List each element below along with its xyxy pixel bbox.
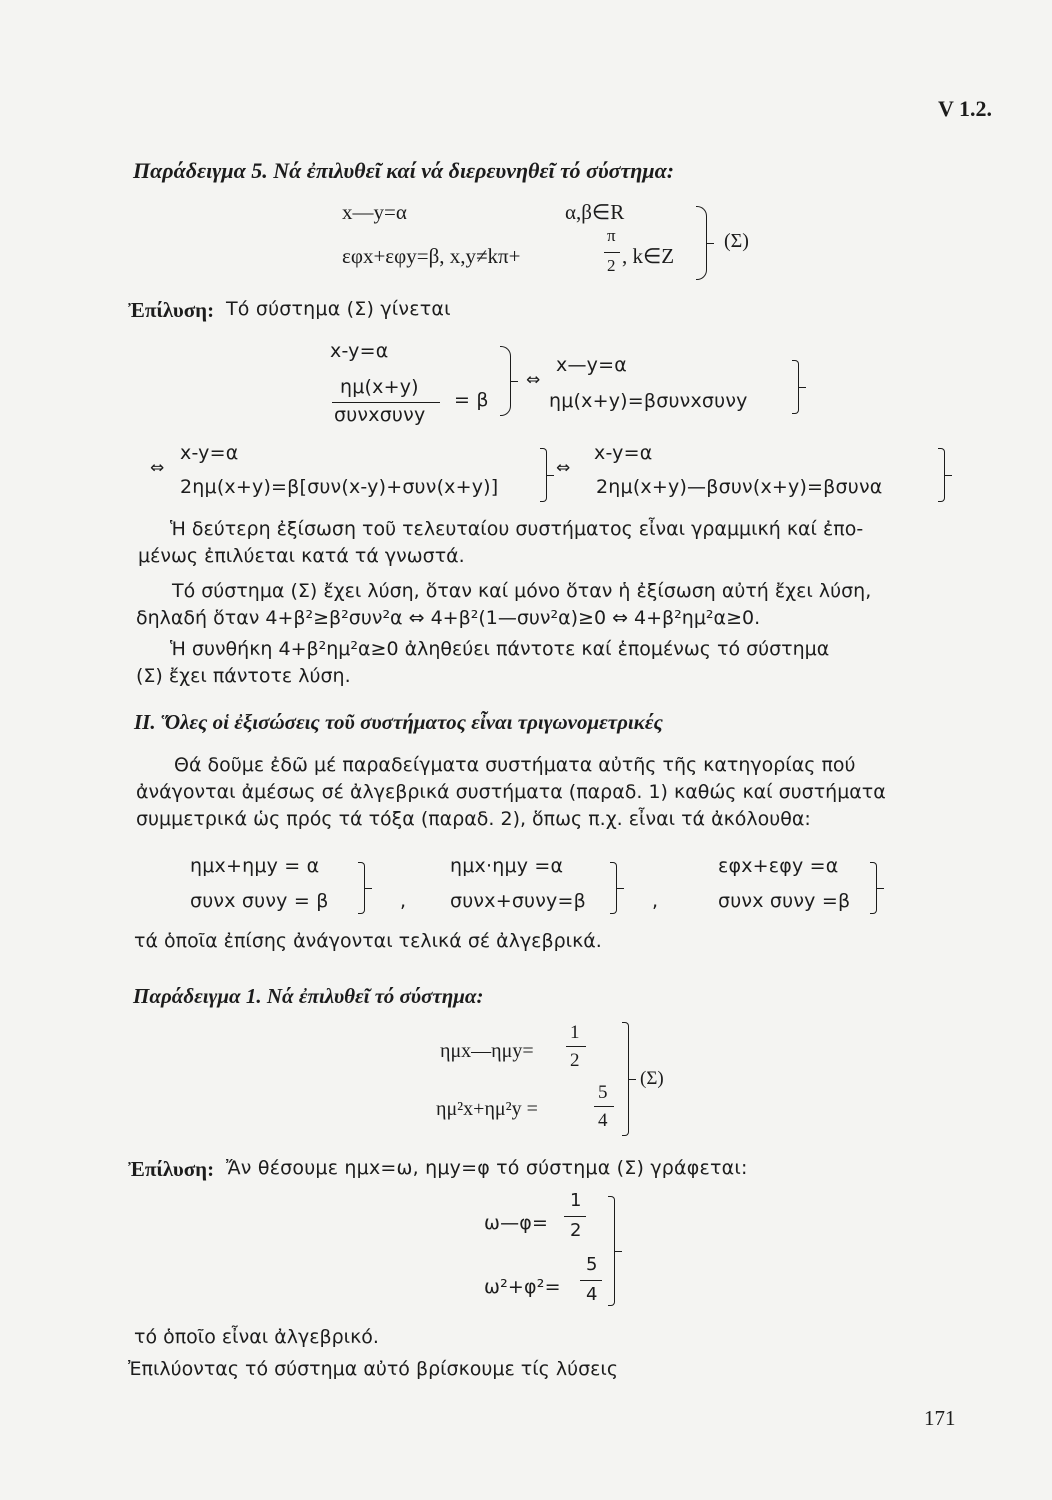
solution-1-intro: Ἄν θέσουμε ημx=ω, ημy=φ τό σύστημα (Σ) γράφεται: [226, 1157, 748, 1179]
text-line: Τό σύστημα (Σ) ἔχει λύση, ὅταν καί μόνο ὅταν ἡ ἐξίσωση αὐτή ἔχει λύση, [172, 580, 872, 602]
solution-1-equation-1: ω—φ= [484, 1212, 549, 1234]
solution-1-label: Ἐπίλυση: [128, 1157, 215, 1181]
equivalence-symbol: ⇔ [526, 370, 541, 390]
example-1-eq2-denominator: 4 [598, 1110, 608, 1131]
paragraph-solving [128, 1356, 618, 1383]
fraction-bar [566, 1046, 586, 1047]
step-2-brace [792, 360, 799, 414]
text-line: Ἐπιλύοντας τό σύστημα αὐτό βρίσκουμε τίς λύσεις [128, 1358, 619, 1380]
page-number: 171 [924, 1406, 956, 1430]
separator-comma: , [400, 890, 407, 912]
fraction-bar [594, 1106, 614, 1107]
system-c-equation-2: συνx συνy =β [718, 890, 851, 912]
paragraph-linear-equation [138, 516, 864, 570]
example-1-eq1-numerator: 1 [570, 1022, 580, 1043]
step-1-rhs: = β [454, 389, 489, 411]
step-4-equation-1: x-y=α [594, 442, 653, 464]
step-1-fraction-bar [332, 402, 440, 403]
section-2-heading: II. Ὅλες οἱ ἐξισώσεις τοῦ συστήματος εἶναι τριγωνομετρικές [134, 710, 663, 734]
system-label: (Σ) [724, 230, 749, 252]
step-2-equation-2: ημ(x+y)=βσυνxσυνy [549, 390, 748, 412]
system-b-equation-1: ημx·ημy =α [450, 855, 564, 877]
example-1-equation-2: ημ²x+ημ²y = [436, 1098, 538, 1120]
step-4-brace [938, 448, 945, 502]
example-1-equation-1: ημx—ημy= [440, 1040, 534, 1062]
system-equation-2-tail: , k∈Z [622, 244, 675, 268]
solution-intro: Τό σύστημα (Σ) γίνεται [226, 298, 451, 320]
system-brace [696, 206, 707, 280]
section-reference: V 1.2. [938, 96, 992, 121]
example-1-brace [622, 1022, 629, 1136]
system-b-equation-2: συνx+συνy=β [450, 890, 586, 912]
fraction-bar [564, 1216, 586, 1217]
example-1-eq1-denominator: 2 [570, 1050, 580, 1071]
step-2-equation-1: x—y=α [556, 354, 627, 376]
system-equation-2: εφx+εφy=β, x,y≠kπ+ [342, 244, 521, 268]
system-b-brace [610, 862, 617, 914]
solution-1-eq2-numerator: 5 [586, 1254, 598, 1275]
system-a-brace [358, 862, 365, 914]
step-3-equation-1: x-y=α [180, 442, 239, 464]
text-line: τό ὁποῖο εἶναι ἀλγεβρικό. [134, 1326, 379, 1348]
system-a-equation-2: συνx συνy = β [190, 890, 329, 912]
text-line: τά ὁποῖα ἐπίσης ἀνάγονται τελικά σέ ἀλγεβρικά. [134, 930, 602, 952]
text-line: Ἡ δεύτερη ἐξίσωση τοῦ τελευταίου συστήματος εἶναι γραμμική καί ἐπο- [170, 518, 864, 540]
text-line: δηλαδή ὅταν 4+β²≥β²συν²α ⇔ 4+β²(1—συν²α)≥0 ⇔ 4+β²ημ²α≥0. [136, 607, 761, 629]
system-equation-1: x—y=α [342, 200, 407, 224]
equivalence-symbol: ⇔ [150, 458, 165, 478]
step-1-equation-1: x-y=α [330, 340, 389, 362]
text-line: Θά δοῦμε ἐδῶ μέ παραδείγματα συστήματα αὐτῆς τῆς κατηγορίας πού [174, 754, 856, 776]
two-denominator: 2 [607, 256, 616, 275]
text-line: ἀνάγονται ἀμέσως σέ ἀλγεβρικά συστήματα (παραδ. 1) καθώς καί συστήματα [136, 781, 886, 803]
system-a-equation-1: ημx+ημy = α [190, 855, 320, 877]
text-line: μένως ἐπιλύεται κατά τά γνωστά. [138, 545, 465, 567]
text-line: Ἡ συνθήκη 4+β²ημ²α≥0 ἀληθεύει πάντοτε καί ἑπομένως τό σύστημα [170, 638, 830, 660]
solution-1-equation-2: ω²+φ²= [484, 1276, 561, 1298]
solution-1-eq1-denominator: 2 [570, 1220, 582, 1241]
step-1-denominator: συνxσυνy [334, 404, 426, 426]
step-1-numerator: ημ(x+y) [340, 376, 419, 398]
step-3-brace [540, 448, 547, 502]
text-line: (Σ) ἔχει πάντοτε λύση. [136, 665, 351, 687]
solution-label: Ἐπίλυση: [128, 298, 215, 322]
solution-1-brace [608, 1196, 615, 1306]
system-c-equation-1: εφx+εφy =α [718, 855, 839, 877]
fraction-bar [580, 1280, 602, 1281]
system-c-brace [870, 862, 877, 914]
step-1-brace [500, 346, 511, 416]
example-1-heading: Παράδειγμα 1. Νά ἐπιλυθεῖ τό σύστημα: [133, 984, 484, 1008]
separator-comma: , [652, 890, 659, 912]
solution-1-eq2-denominator: 4 [586, 1284, 598, 1305]
example-1-eq2-numerator: 5 [598, 1082, 608, 1103]
paragraph-condition [136, 636, 830, 690]
pi-numerator: π [607, 226, 616, 245]
paragraph-examples-intro [136, 752, 886, 833]
example-1-system-label: (Σ) [640, 1068, 664, 1089]
paragraph-closing [134, 1324, 379, 1351]
paragraph-algebraic [134, 928, 602, 955]
example-5-heading: Παράδειγμα 5. Νά ἐπιλυθεῖ καί νά διερευνηθεῖ τό σύστημα: [133, 158, 675, 183]
solution-1-eq1-numerator: 1 [570, 1190, 582, 1211]
system-condition: α,β∈R [565, 200, 625, 224]
step-3-equation-2: 2ημ(x+y)=β[συν(x-y)+συν(x+y)] [180, 476, 499, 498]
paragraph-solvability [136, 578, 872, 632]
text-line: συμμετρικά ὡς πρός τά τόξα (παραδ. 2), ὅπως π.χ. εἶναι τά ἀκόλουθα: [136, 808, 811, 830]
equivalence-symbol: ⇔ [556, 458, 571, 478]
fraction-bar [604, 252, 620, 253]
step-4-equation-2: 2ημ(x+y)—βσυν(x+y)=βσυνα [596, 476, 883, 498]
